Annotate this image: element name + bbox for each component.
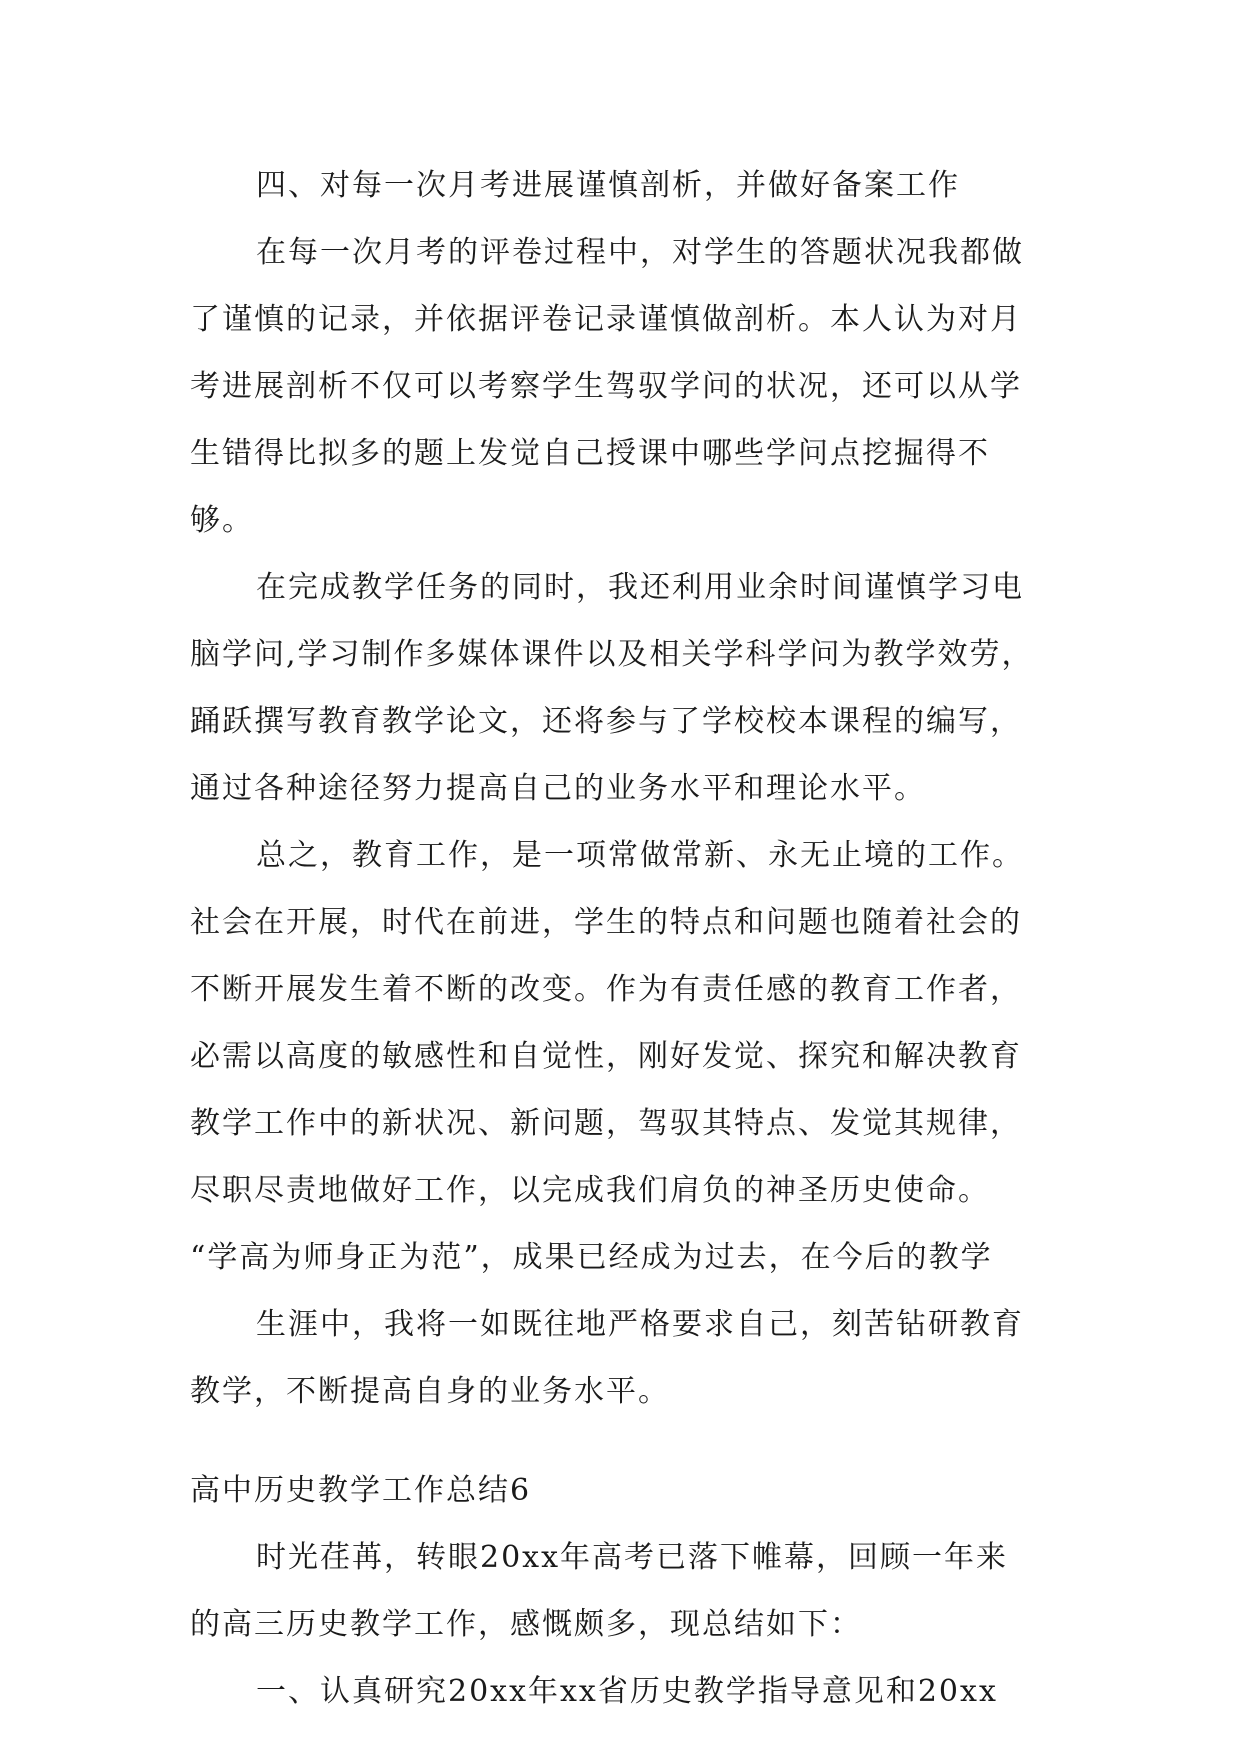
paragraph-line: 考进展剖析不仅可以考察学生驾驭学问的状况，还可以从学: [190, 369, 1022, 404]
paragraph-line: 一、认真研究20xx年xx省历史教学指导意见和20xx: [256, 1674, 998, 1709]
paragraph-line: 时光荏苒，转眼20xx年高考已落下帷幕，回顾一年来: [256, 1540, 1009, 1575]
paragraph-line: 踊跃撰写教育教学论文，还将参与了学校校本课程的编写，: [190, 704, 1022, 739]
paragraph-line: 社会在开展，时代在前进，学生的特点和问题也随着社会的: [190, 905, 1022, 940]
paragraph-line: 在完成教学任务的同时，我还利用业余时间谨慎学习电: [256, 570, 1024, 605]
paragraph-line: 不断开展发生着不断的改变。作为有责任感的教育工作者，: [190, 972, 1022, 1007]
paragraph-line: 通过各种途径努力提高自己的业务水平和理论水平。: [190, 771, 926, 806]
paragraph-line: 了谨慎的记录，并依据评卷记录谨慎做剖析。本人认为对月: [190, 302, 1022, 337]
paragraph-line: 必需以高度的敏感性和自觉性，刚好发觉、探究和解决教育: [190, 1039, 1022, 1074]
paragraph-line: 总之，教育工作，是一项常做常新、永无止境的工作。: [256, 838, 1024, 873]
paragraph-line: 脑学问,学习制作多媒体课件以及相关学科学问为教学效劳，: [190, 637, 1034, 672]
paragraph-line: 生错得比拟多的题上发觉自己授课中哪些学问点挖掘得不: [190, 436, 990, 471]
paragraph-line: “学高为师身正为范”，成果已经成为过去，在今后的教学: [190, 1240, 993, 1275]
paragraph-line: 在每一次月考的评卷过程中，对学生的答题状况我都做: [256, 235, 1024, 270]
paragraph-line: 尽职尽责地做好工作，以完成我们肩负的神圣历史使命。: [190, 1173, 990, 1208]
paragraph-line: 教学工作中的新状况、新问题，驾驭其特点、发觉其规律，: [190, 1106, 1022, 1141]
section-heading: 四、对每一次月考进展谨慎剖析，并做好备案工作: [256, 168, 960, 203]
paragraph-line: 够。: [190, 503, 254, 538]
paragraph-line: 生涯中，我将一如既往地严格要求自己，刻苦钻研教育: [256, 1307, 1024, 1342]
paragraph-line: 教学，不断提高自身的业务水平。: [190, 1374, 670, 1409]
section-title: 高中历史教学工作总结6: [190, 1473, 532, 1508]
paragraph-line: 的高三历史教学工作，感慨颇多，现总结如下：: [190, 1607, 862, 1642]
